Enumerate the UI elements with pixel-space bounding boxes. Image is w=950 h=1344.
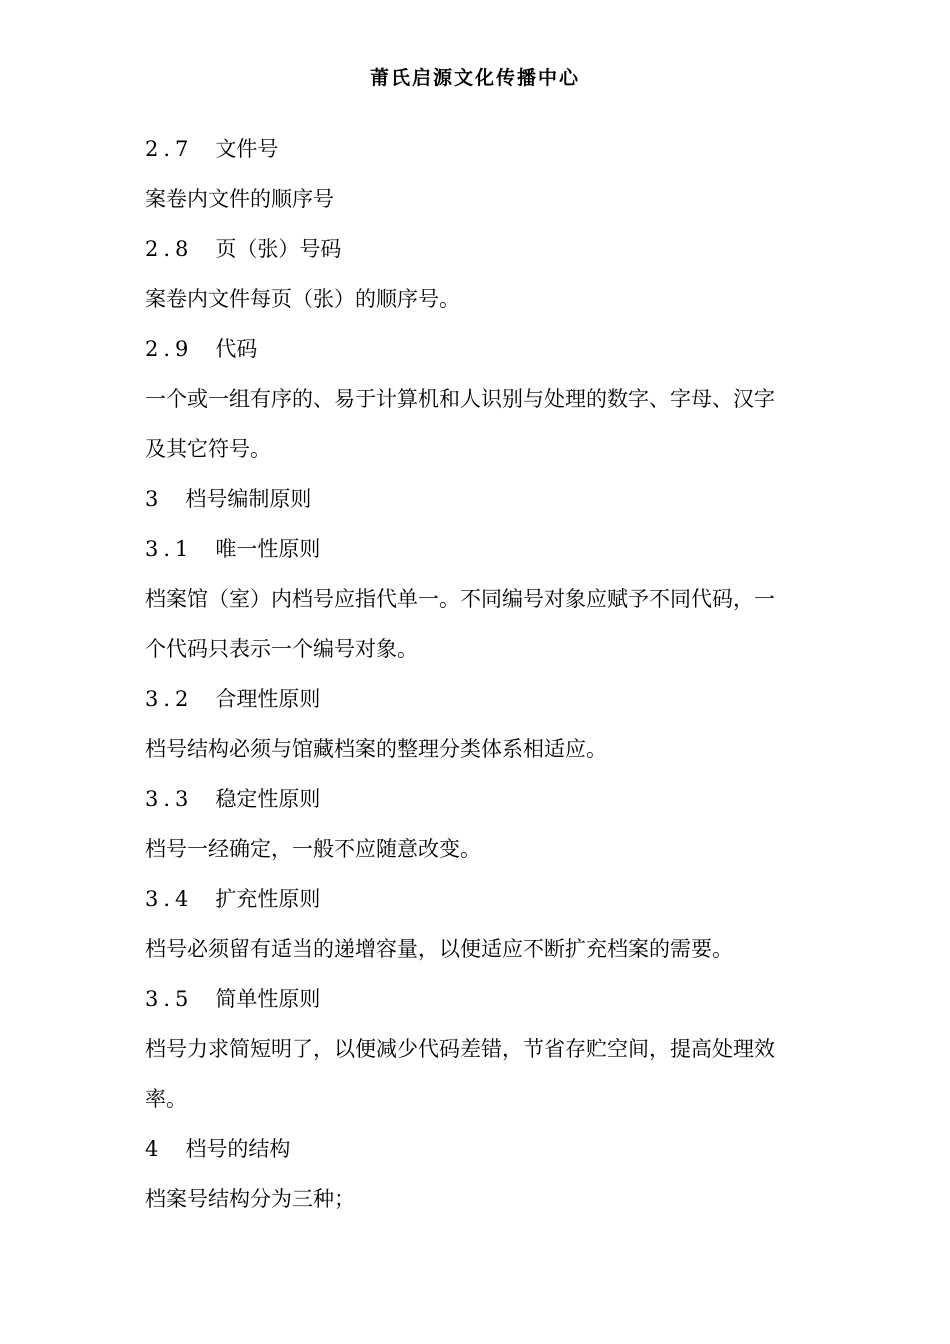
paragraph-line: 档案馆（室）内档号应指代单一。不同编号对象应赋予不同代码，一 [145,587,775,611]
section-number: 3 [145,487,164,511]
page-header: 莆氏启源文化传播中心 [369,67,580,89]
section-number: 2.7 [145,137,194,161]
section-title: 稳定性原则 [215,787,321,811]
section-number: 4 [145,1137,164,1161]
section-title: 档号的结构 [185,1137,291,1161]
section-number: 2.8 [145,237,194,261]
section-number: 3.1 [145,537,194,561]
section-heading [145,974,810,1024]
section-number: 3.4 [145,887,194,911]
section-title: 档号编制原则 [185,487,312,511]
section-heading [145,874,810,924]
section-heading [145,774,810,824]
section-number: 3.3 [145,787,194,811]
section-heading [145,524,810,574]
section-title: 合理性原则 [215,687,321,711]
paragraph-line: 档号必须留有适当的递增容量，以便适应不断扩充档案的需要。 [145,937,733,961]
paragraph-line: 案卷内文件的顺序号 [145,187,334,211]
paragraph-line: 及其它符号。 [145,437,271,461]
section-heading [145,324,810,374]
paragraph-line: 档案号结构分为三种； [145,1187,355,1211]
paragraph-line: 个代码只表示一个编号对象。 [145,637,418,661]
paragraph-line: 案卷内文件每页（张）的顺序号。 [145,287,460,311]
section-title: 扩充性原则 [215,887,321,911]
paragraph-line: 率。 [145,1087,187,1111]
section-heading [145,224,810,274]
section-title: 代码 [215,337,258,361]
paragraph-line: 档号一经确定，一般不应随意改变。 [145,837,481,861]
section-number: 2.9 [145,337,194,361]
section-title: 简单性原则 [215,987,321,1011]
section-title: 页（张）号码 [215,237,342,261]
section-title: 文件号 [215,137,279,161]
section-number: 3.5 [145,987,194,1011]
paragraph-line: 档号力求简短明了，以便减少代码差错，节省存贮空间，提高处理效 [145,1037,775,1061]
section-heading [145,474,810,524]
section-heading [145,124,810,174]
section-heading [145,674,810,724]
paragraph-line: 档号结构必须与馆藏档案的整理分类体系相适应。 [145,737,607,761]
document-body [145,124,810,1224]
section-number: 3.2 [145,687,194,711]
paragraph-line: 一个或一组有序的、易于计算机和人识别与处理的数字、字母、汉字 [145,387,775,411]
section-title: 唯一性原则 [215,537,321,561]
section-heading [145,1124,810,1174]
